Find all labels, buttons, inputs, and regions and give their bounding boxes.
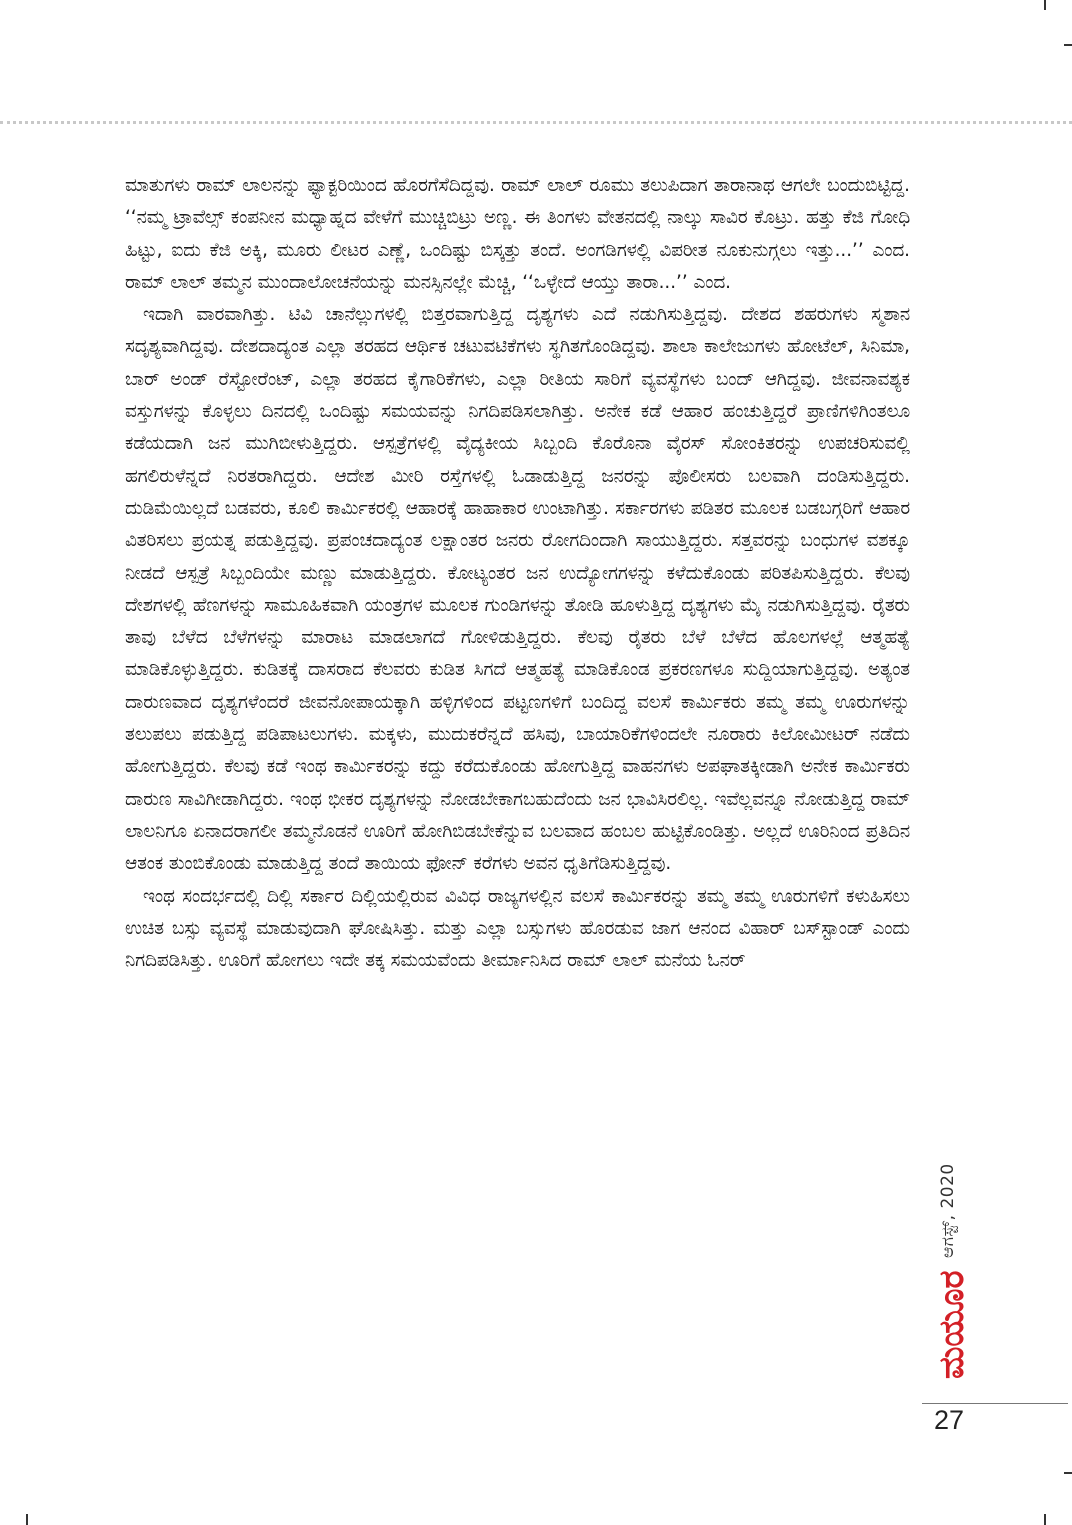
article-body <box>125 170 910 977</box>
paragraph-1: ಮಾತುಗಳು ರಾಮ್ ಲಾಲನನ್ನು ಫ್ಯಾಕ್ಟರಿಯಿಂದ ಹೊರಗೆಸೆದಿದ್ದವು. ರಾಮ್ ಲಾಲ್ ರೂಮು ತಲುಪಿದಾಗ ತಾರಾನಾಥ ಆಗಲೇ ಬಂದುಬಿಟ್ಟಿದ್ದ. ‘‘ನಮ್ಮ ಟ್ರಾವೆಲ್ಸ್ ಕಂಪನೀನ ಮಧ್ಯಾಹ್ನದ ವೇಳೆಗೆ ಮುಚ್ಚಿಬಿಟ್ರು ಅಣ್ಣ. ಈ ತಿಂಗಳು ವೇತನದಲ್ಲಿ ನಾಲ್ಕು ಸಾವಿರ ಕೊಟ್ರು. ಹತ್ತು ಕೆಜಿ ಗೋಧಿ ಹಿಟ್ಟು, ಐದು ಕೆಜಿ ಅಕ್ಕಿ, ಮೂರು ಲೀಟರ ಎಣ್ಣೆ, ಒಂದಿಷ್ಟು ಬಿಸ್ಕತ್ತು ತಂದೆ. ಅಂಗಡಿಗಳಲ್ಲಿ ವಿಪರೀತ ನೂಕುನುಗ್ಗಲು ಇತ್ತು...’’ ಎಂದ. ರಾಮ್ ಲಾಲ್ ತಮ್ಮನ ಮುಂದಾಲೋಚನೆಯನ್ನು ಮನಸ್ಸಿನಲ್ಲೇ ಮೆಚ್ಚಿ, ‘‘ಒಳ್ಳೇದೆ ಆಯ್ತು ತಾರಾ...’’ ಎಂದ. <box>125 175 910 293</box>
issue-date: ಆಗಸ್ಟ್, 2020 <box>938 1163 958 1258</box>
crop-mark-top-right <box>1044 0 1046 10</box>
paragraph-2: ಇದಾಗಿ ವಾರವಾಗಿತ್ತು. ಟಿವಿ ಚಾನೆಲ್ಲುಗಳಲ್ಲಿ ಬಿತ್ತರವಾಗುತ್ತಿದ್ದ ದೃಶ್ಯಗಳು ಎದೆ ನಡುಗಿಸುತ್ತಿದ್ದವು. ದೇಶದ ಶಹರುಗಳು ಸ್ಮಶಾನ ಸದೃಶ್ಯವಾಗಿದ್ದವು. ದೇಶದಾದ್ಯಂತ ಎಲ್ಲಾ ತರಹದ ಆರ್ಥಿಕ ಚಟುವಟಿಕೆಗಳು ಸ್ಥಗಿತಗೊಂಡಿದ್ದವು. ಶಾಲಾ ಕಾಲೇಜುಗಳು ಹೋಟೆಲ್, ಸಿನಿಮಾ, ಬಾರ್ ಅಂಡ್ ರೆಸ್ಟೋರೆಂಟ್, ಎಲ್ಲಾ ತರಹದ ಕೈಗಾರಿಕೆಗಳು, ಎಲ್ಲಾ ರೀತಿಯ ಸಾರಿಗೆ ವ್ಯವಸ್ಥೆಗಳು ಬಂದ್ ಆಗಿದ್ದವು. ಜೀವನಾವಶ್ಯಕ ವಸ್ತುಗಳನ್ನು ಕೊಳ್ಳಲು ದಿನದಲ್ಲಿ ಒಂದಿಷ್ಟು ಸಮಯವನ್ನು ನಿಗದಿಪಡಿಸಲಾಗಿತ್ತು. ಅನೇಕ ಕಡೆ ಆಹಾರ ಹಂಚುತ್ತಿದ್ದರೆ ಪ್ರಾಣಿಗಳಿಗಿಂತಲೂ ಕಡೆಯದಾಗಿ ಜನ ಮುಗಿಬೀಳುತ್ತಿದ್ದರು. ಆಸ್ಪತ್ರೆಗಳಲ್ಲಿ ವೈದ್ಯಕೀಯ ಸಿಬ್ಬಂದಿ ಕೊರೊನಾ ವೈರಸ್ ಸೋಂಕಿತರನ್ನು ಉಪಚರಿಸುವಲ್ಲಿ ಹಗಲಿರುಳೆನ್ನದೆ ನಿರತರಾಗಿದ್ದರು. ಆದೇಶ ಮೀರಿ ರಸ್ತೆಗಳಲ್ಲಿ ಓಡಾಡುತ್ತಿದ್ದ ಜನರನ್ನು ಪೊಲೀಸರು ಬಲವಾಗಿ ದಂಡಿಸುತ್ತಿದ್ದರು. ದುಡಿಮೆಯಿಲ್ಲದೆ ಬಡವರು, ಕೂಲಿ ಕಾರ್ಮಿಕರಲ್ಲಿ ಆಹಾರಕ್ಕೆ ಹಾಹಾಕಾರ ಉಂಟಾಗಿತ್ತು. ಸರ್ಕಾರಗಳು ಪಡಿತರ ಮೂಲಕ ಬಡಬಗ್ಗರಿಗೆ ಆಹಾರ ವಿತರಿಸಲು ಪ್ರಯತ್ನ ಪಡುತ್ತಿದ್ದವು. ಪ್ರಪಂಚದಾದ್ಯಂತ ಲಕ್ಷಾಂತರ ಜನರು ರೋಗದಿಂದಾಗಿ ಸಾಯುತ್ತಿದ್ದರು. ಸತ್ತವರನ್ನು ಬಂಧುಗಳ ವಶಕ್ಕೂ ನೀಡದೆ ಆಸ್ಪತ್ರೆ ಸಿಬ್ಬಂದಿಯೇ ಮಣ್ಣು ಮಾಡುತ್ತಿದ್ದರು. ಕೋಟ್ಯಂತರ ಜನ ಉದ್ಯೋಗಗಳನ್ನು ಕಳೆದುಕೊಂಡು ಪರಿತಪಿಸುತ್ತಿದ್ದರು. ಕೆಲವು ದೇಶಗಳಲ್ಲಿ ಹೆಣಗಳನ್ನು ಸಾಮೂಹಿಕವಾಗಿ ಯಂತ್ರಗಳ ಮೂಲಕ ಗುಂಡಿಗಳನ್ನು ತೋಡಿ ಹೂಳುತ್ತಿದ್ದ ದೃಶ್ಯಗಳು ಮೈ ನಡುಗಿಸುತ್ತಿದ್ದವು. ರೈತರು ತಾವು ಬೆಳೆದ ಬೆಳೆಗಳನ್ನು ಮಾರಾಟ ಮಾಡಲಾಗದೆ ಗೋಳಿಡುತ್ತಿದ್ದರು. ಕೆಲವು ರೈತರು ಬೆಳೆ ಬೆಳೆದ ಹೊಲಗಳಲ್ಲೆ ಆತ್ಮಹತ್ಯೆ ಮಾಡಿಕೊಳ್ಳುತ್ತಿದ್ದರು. ಕುಡಿತಕ್ಕೆ ದಾಸರಾದ ಕೆಲವರು ಕುಡಿತ ಸಿಗದೆ ಆತ್ಮಹತ್ಯೆ ಮಾಡಿಕೊಂಡ ಪ್ರಕರಣಗಳೂ ಸುದ್ದಿಯಾಗುತ್ತಿದ್ದವು. ಅತ್ಯಂತ ದಾರುಣವಾದ ದೃಶ್ಯಗಳೆಂದರೆ ಜೀವನೋಪಾಯಕ್ಕಾಗಿ ಹಳ್ಳಿಗಳಿಂದ ಪಟ್ಟಣಗಳಿಗೆ ಬಂದಿದ್ದ ವಲಸೆ ಕಾರ್ಮಿಕರು ತಮ್ಮ ತಮ್ಮ ಊರುಗಳನ್ನು ತಲುಪಲು ಪಡುತ್ತಿದ್ದ ಪಡಿಪಾಟಲುಗಳು. ಮಕ್ಕಳು, ಮುದುಕರೆನ್ನದೆ ಹಸಿವು, ಬಾಯಾರಿಕೆಗಳಿಂದಲೇ ನೂರಾರು ಕಿಲೋಮೀಟರ್ ನಡೆದು ಹೋಗುತ್ತಿದ್ದರು. ಕೆಲವು ಕಡೆ ಇಂಥ ಕಾರ್ಮಿಕರನ್ನು ಕದ್ದು ಕರೆದುಕೊಂಡು ಹೋಗುತ್ತಿದ್ದ ವಾಹನಗಳು ಅಪಘಾತಕ್ಕೀಡಾಗಿ ಅನೇಕ ಕಾರ್ಮಿಕರು ದಾರುಣ ಸಾವಿಗೀಡಾಗಿದ್ದರು. ಇಂಥ ಭೀಕರ ದೃಶ್ಯಗಳನ್ನು ನೋಡಬೇಕಾಗಬಹುದೆಂದು ಜನ ಭಾವಿಸಿರಲಿಲ್ಲ. ಇವೆಲ್ಲವನ್ನೂ ನೋಡುತ್ತಿದ್ದ ರಾಮ್ ಲಾಲನಿಗೂ ಏನಾದರಾಗಲೀ ತಮ್ಮನೊಡನೆ ಊರಿಗೆ ಹೋಗಿಬಿಡಬೇಕೆನ್ನುವ ಬಲವಾದ ಹಂಬಲ ಹುಟ್ಟಿಕೊಂಡಿತ್ತು. ಅಲ್ಲದೆ ಊರಿನಿಂದ ಪ್ರತಿದಿನ ಆತಂಕ ತುಂಬಿಕೊಂಡು ಮಾಡುತ್ತಿದ್ದ ತಂದೆ ತಾಯಿಯ ಫೋನ್ ಕರೆಗಳು ಅವನ ಧೃತಿಗೆಡಿಸುತ್ತಿದ್ದವು. <box>125 304 910 875</box>
page-number-rule <box>922 1403 1068 1404</box>
crop-mark-bottom-right <box>1044 1514 1046 1525</box>
header-dotted-rule <box>0 121 1072 124</box>
page-number: 27 <box>934 1405 965 1435</box>
magazine-logo: ಮಯೂರ <box>932 1270 972 1380</box>
crop-mark-right-upper <box>1064 44 1072 46</box>
crop-mark-right-lower <box>1064 1472 1072 1474</box>
paragraph-3: ಇಂಥ ಸಂದರ್ಭದಲ್ಲಿ ದಿಲ್ಲಿ ಸರ್ಕಾರ ದಿಲ್ಲಿಯಲ್ಲಿರುವ ವಿವಿಧ ರಾಜ್ಯಗಳಲ್ಲಿನ ವಲಸೆ ಕಾರ್ಮಿಕರನ್ನು ತಮ್ಮ ತಮ್ಮ ಊರುಗಳಿಗೆ ಕಳುಹಿಸಲು ಉಚಿತ ಬಸ್ಸು ವ್ಯವಸ್ಥೆ ಮಾಡುವುದಾಗಿ ಘೋಷಿಸಿತ್ತು. ಮತ್ತು ಎಲ್ಲಾ ಬಸ್ಸುಗಳು ಹೊರಡುವ ಜಾಗ ಆನಂದ ವಿಹಾರ್ ಬಸ್‌ಸ್ಟಾಂಡ್ ಎಂದು ನಿಗದಿಪಡಿಸಿತ್ತು. ಊರಿಗೆ ಹೋಗಲು ಇದೇ ತಕ್ಕ ಸಮಯವೆಂದು ತೀರ್ಮಾನಿಸಿದ ರಾಮ್ ಲಾಲ್ ಮನೆಯ ಓನರ್ <box>125 885 910 972</box>
crop-mark-bottom-left <box>26 1514 28 1525</box>
